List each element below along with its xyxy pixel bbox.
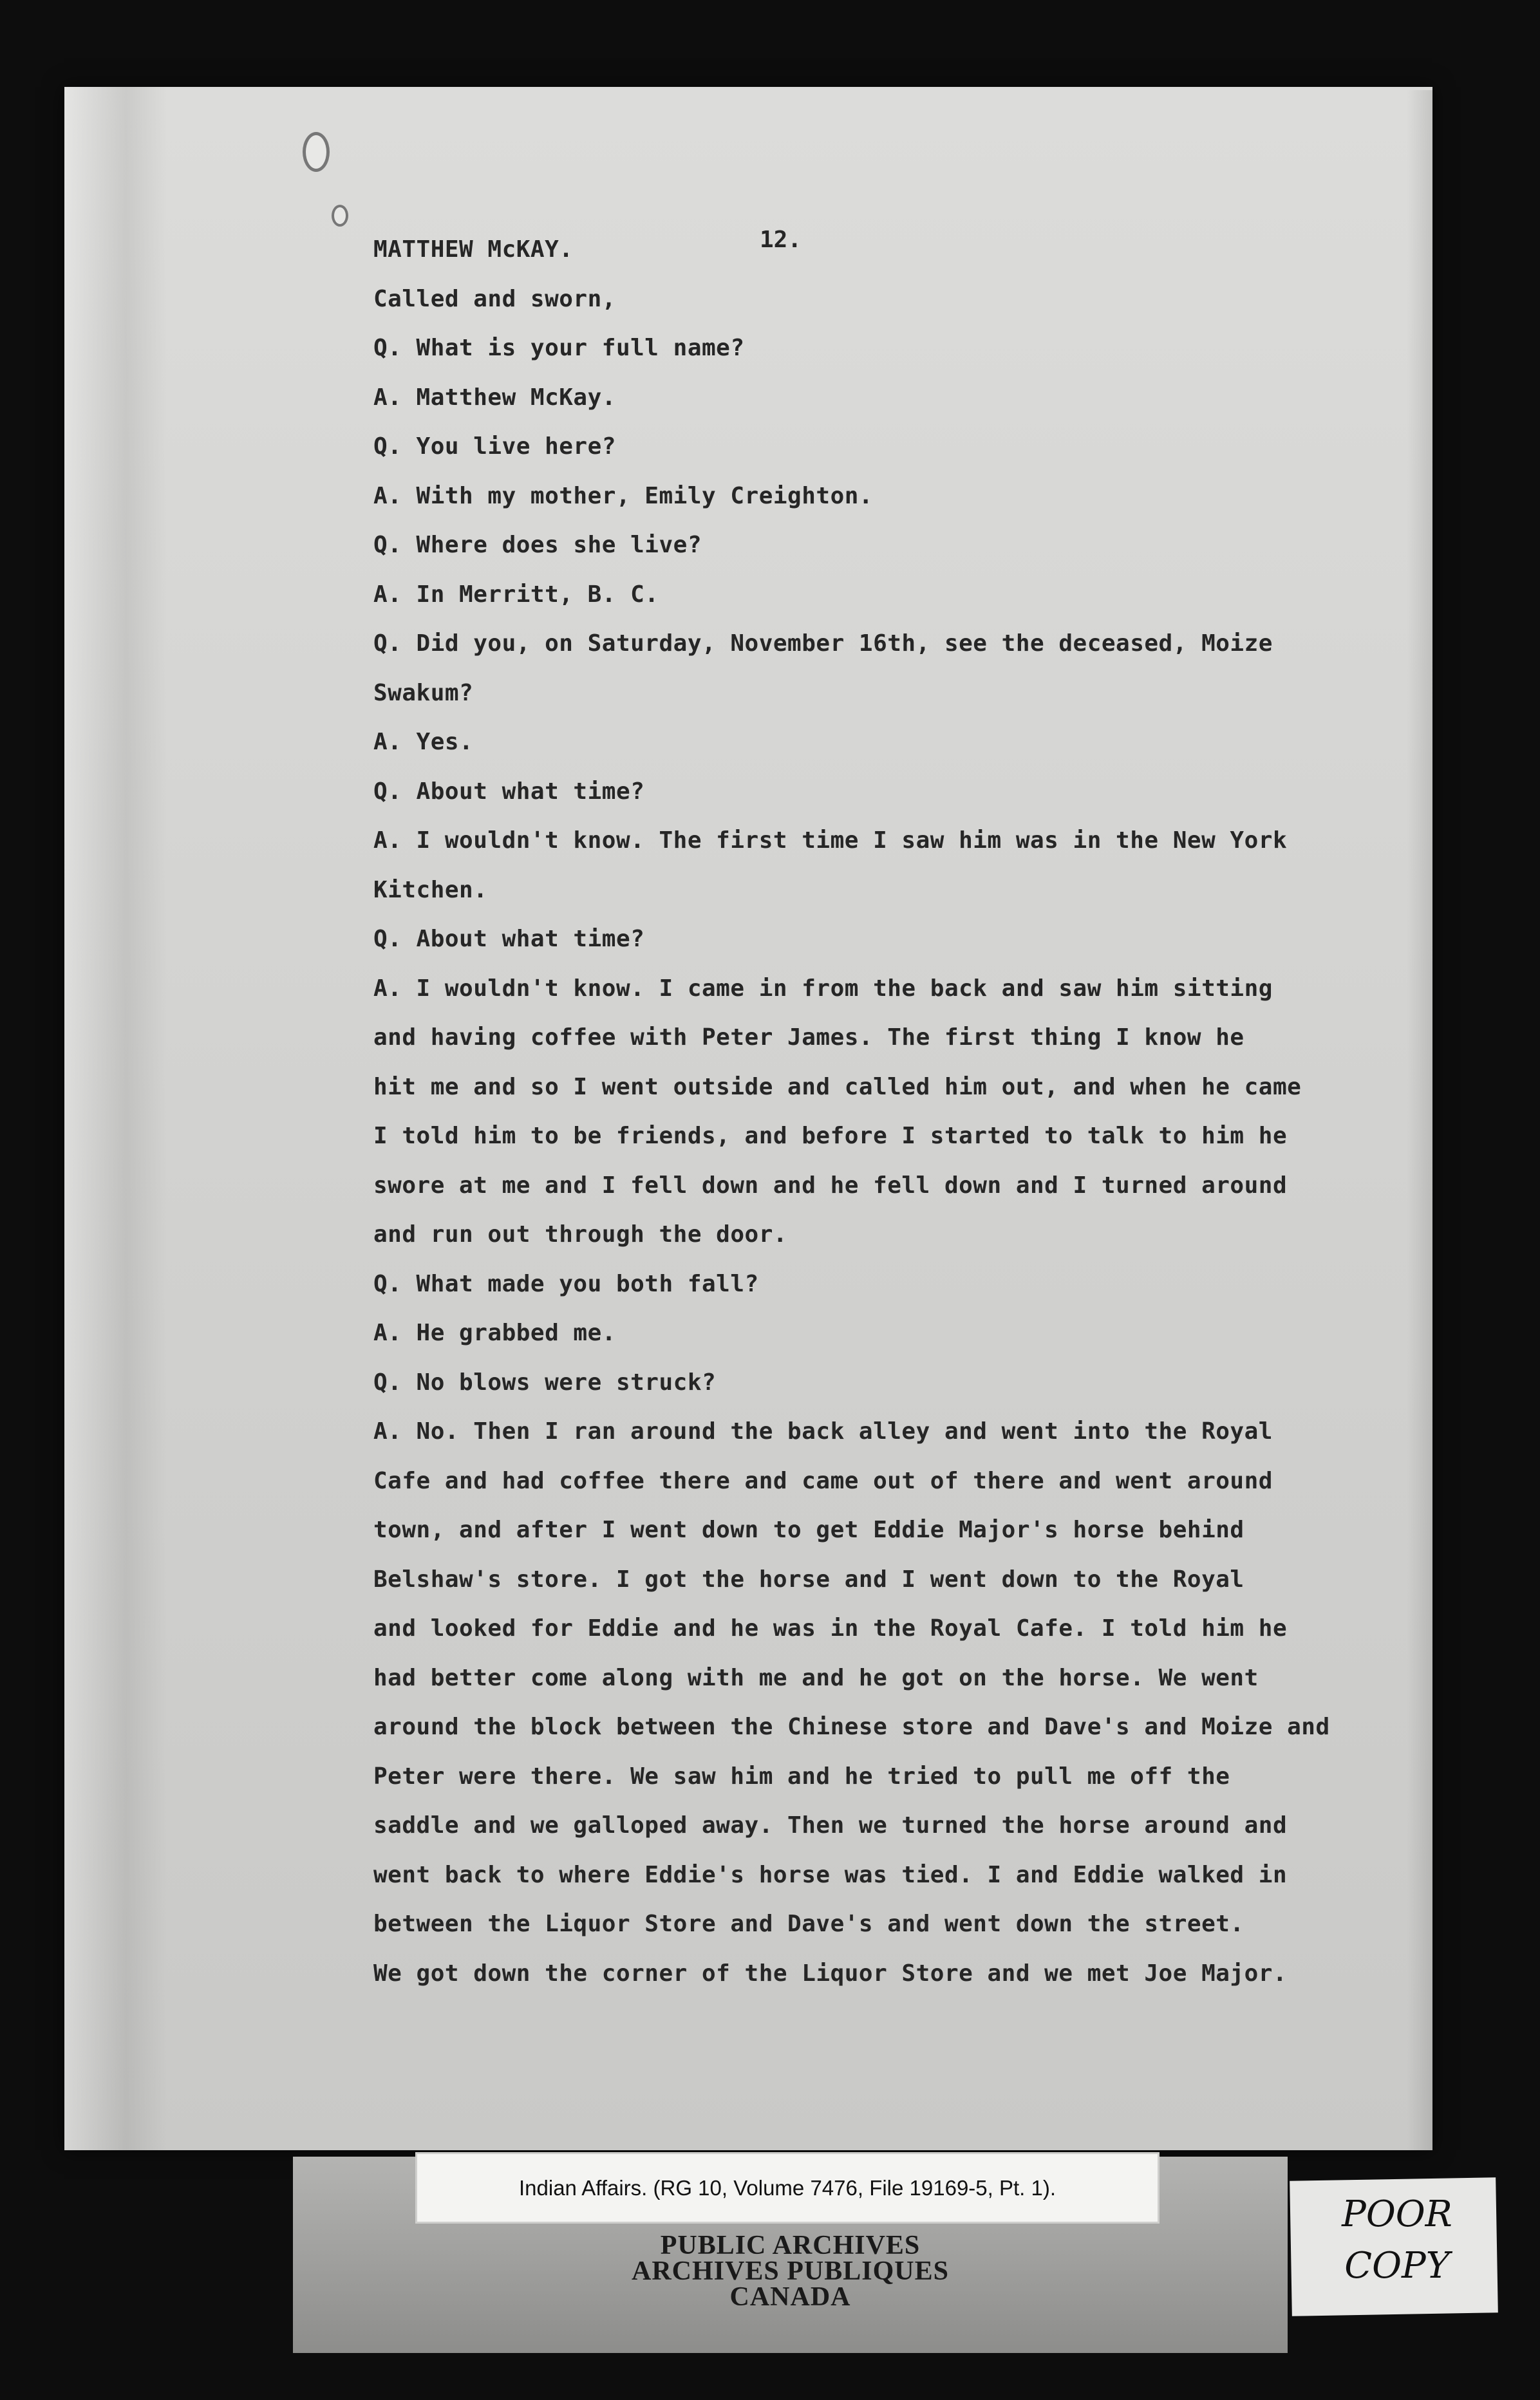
typed-line: Q. What made you both fall? [373,1270,759,1297]
stamp-line: PUBLIC ARCHIVES [660,2231,921,2260]
typed-line: A. I wouldn't know. The first time I saw him was in the New York [373,827,1288,854]
poor-copy-line: POOR [1342,2193,1452,2235]
stamp-line: ARCHIVES PUBLIQUES [632,2256,949,2286]
typed-line: Q. About what time? [373,778,645,805]
typed-line: MATTHEW McKAY. [373,236,574,263]
typed-line: A. In Merritt, B. C. [373,581,659,608]
typed-line: Cafe and had coffee there and came out of there and went around [373,1467,1273,1494]
typed-line: Q. About what time? [373,926,645,952]
paper-fold-shading [64,87,167,2150]
typed-line: A. He grabbed me. [373,1320,616,1346]
typed-line: A. Matthew McKay. [373,384,616,411]
punch-hole [303,132,330,172]
typed-line: Kitchen. [373,876,488,903]
typed-line: hit me and so I went outside and called him out, and when he came [373,1073,1302,1100]
typed-line: Q. Did you, on Saturday, November 16th, see the deceased, Moize [373,630,1273,657]
typed-line: saddle and we galloped away. Then we turned the horse around and [373,1812,1288,1839]
typed-line: Called and sworn, [373,285,616,312]
typed-line: between the Liquor Store and Dave's and went down the street. [373,1911,1244,1937]
typed-line: A. With my mother, Emily Creighton. [373,482,874,509]
archive-stamp [293,2233,1288,2310]
typed-line: Belshaw's store. I got the horse and I went down to the Royal [373,1566,1244,1593]
typed-line: I told him to be friends, and before I started to talk to him he [373,1123,1288,1149]
typed-line: Peter were there. We saw him and he tried to pull me off the [373,1763,1230,1790]
page-number: 12. [760,227,802,253]
typed-line: A. No. Then I ran around the back alley and went into the Royal [373,1418,1273,1445]
typed-line: Q. You live here? [373,433,616,460]
typed-line: and looked for Eddie and he was in the Royal Cafe. I told him he [373,1615,1288,1642]
archive-reference-label: Indian Affairs. (RG 10, Volume 7476, File 19169-5, Pt. 1). [415,2152,1160,2224]
typed-line: had better come along with me and he got on the horse. We went [373,1664,1259,1691]
typed-line: Q. Where does she live? [373,532,702,558]
typed-testimony [373,225,1378,1998]
typed-line: Q. What is your full name? [373,335,745,361]
typed-line: and run out through the door. [373,1221,788,1248]
typed-line: Q. No blows were struck? [373,1369,717,1396]
typed-line: A. I wouldn't know. I came in from the back and saw him sitting [373,975,1273,1002]
typed-line: around the block between the Chinese store and Dave's and Moize and [373,1714,1330,1740]
punch-hole [332,205,348,227]
poor-copy-note [1307,2189,1487,2292]
poor-copy-line: COPY [1344,2245,1450,2287]
typed-line: Swakum? [373,679,474,706]
typed-line: swore at me and I fell down and he fell down and I turned around [373,1172,1288,1199]
paper-edge-shading [1407,90,1436,2150]
typed-line: went back to where Eddie's horse was tied. I and Eddie walked in [373,1861,1288,1888]
typed-line: and having coffee with Peter James. The first thing I know he [373,1024,1244,1051]
typed-line: We got down the corner of the Liquor Store and we met Joe Major. [373,1960,1288,1987]
typed-line: town, and after I went down to get Eddie Major's horse behind [373,1517,1244,1543]
typed-line: A. Yes. [373,729,474,755]
stamp-line: CANADA [729,2282,851,2312]
